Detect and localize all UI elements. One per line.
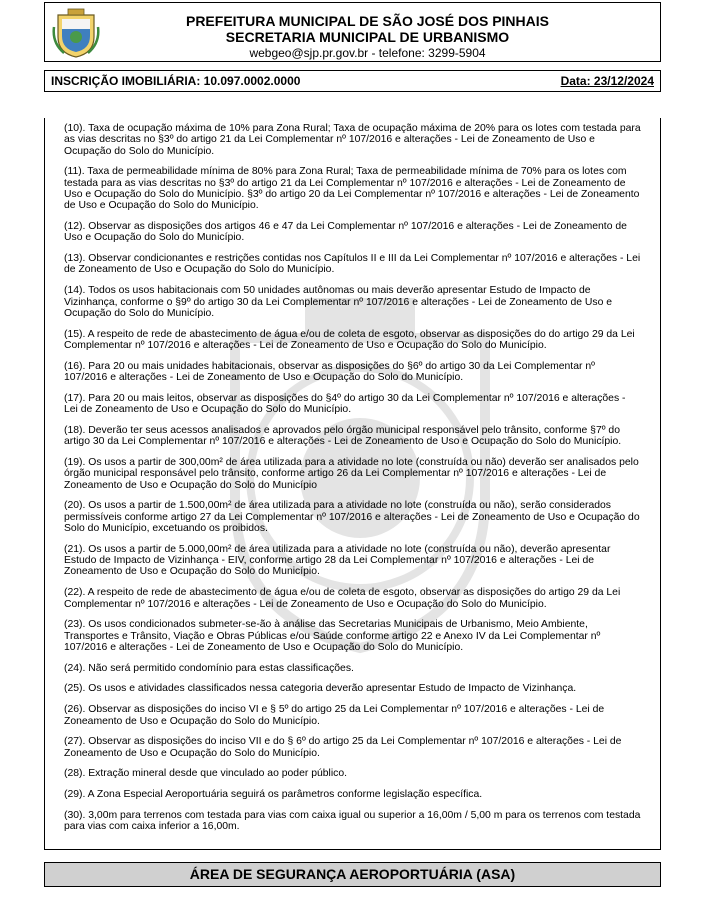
note-item: (15). A respeito de rede de abastecimento de água e/ou de coleta de esgoto, observar as disposições do do artigo 29 da Lei Complementar nº 107/2016 e alterações - Lei de Zoneamento de Uso e Ocupação do Solo do Município. <box>64 328 635 351</box>
note-item: (10). Taxa de ocupação máxima de 10% para Zona Rural; Taxa de ocupação máxima de 20% para os lotes com testada para as vias descritas no §3º do artigo 21 da Lei Complementar nº 107/2016 e alterações - Lei de Zoneamento de Uso e Ocupação do Solo do Município. <box>64 123 641 157</box>
note-item: (17). Para 20 ou mais leitos, observar as disposições do §4º do artigo 30 da Lei Complementar nº 107/2016 e alterações - Lei de Zoneamento de Uso e Ocupação do Solo do Município. <box>64 392 626 416</box>
note-item: (20). Os usos a partir de 1.500,00m² de área utilizada para a atividade no lote (construída ou não), serão considerados permissíveis conforme artigo 27 da Lei Complementar nº 107/2016 e alterações - Lei de Zoneamento de Uso e Ocupação do Solo do Município, excetuando os proibidos. <box>64 500 640 535</box>
document-date: Data: 23/12/2024 <box>560 74 654 88</box>
note-item: (19). Os usos a partir de 300,00m² de área utilizada para a atividade no lote (construída ou não) deverão ser analisados pelo órgão municipal responsável pelo trânsito, conforme artigo 26 da Lei Complementar nº 107/2016 e alterações - Lei de Zoneamento de Uso e Ocupação do Solo do Município <box>64 457 639 491</box>
notes-list <box>45 118 660 833</box>
note-item: (13). Observar condicionantes e restrições contidas nos Capítulos II e III da Lei Complementar nº 107/2016 e alterações - Lei de Zoneamento de Uso e Ocupação do Solo do Município. <box>64 253 641 276</box>
note-item: (23). Os usos condicionados submeter-se-ão à análise das Secretarias Municipais de Urbanismo, Meio Ambiente, Transportes e Trânsito, Viação e Obras Públicas e/ou Saúde conforme artigo 22 e Anexo IV da Lei Complementar nº 107/2016 e alterações - Lei de Zoneamento de Uso e Ocupação do Solo do Município. <box>64 619 601 653</box>
note-item: (27). Observar as disposições do inciso VII e do § 6º do artigo 25 da Lei Complementar nº 107/2016 e alterações - Lei de Zoneamento de Uso e Ocupação do Solo do Município. <box>64 736 622 759</box>
document-header <box>44 2 661 62</box>
inscricao-bar <box>44 70 661 92</box>
secretaria-title: SECRETARIA MUNICIPAL DE URBANISMO <box>225 29 510 45</box>
note-item: (14). Todos os usos habitacionais com 50 unidades autônomas ou mais deverão apresentar Estudo de Impacto de Vizinhança, conforme o §9º do artigo 30 da Lei Complementar nº 107/2016 e alterações - Lei de Zoneamento de Uso e Ocupação do Solo do Município. <box>64 285 613 319</box>
note-item: (26). Observar as disposições do inciso VI e § 5º do artigo 25 da Lei Complementar nº 107/2016 e alterações - Lei de Zoneamento de Uso e Ocupação do Solo do Município. <box>64 704 605 727</box>
note-item: (21). Os usos a partir de 5.000,00m² de área utilizada para a atividade no lote (construída ou não), deverão apresentar Estudo de Impacto de Vizinhança - EIV, conforme artigo 28 da Lei Complementar nº 107/2016 e alterações - Lei de Zoneamento de Uso e Ocupação do Solo do Município. <box>64 543 611 578</box>
note-item: (16). Para 20 ou mais unidades habitacionais, observar as disposições do §6º do artigo 30 da Lei Complementar nº 107/2016 e alterações - Lei de Zoneamento de Uso e Ocupação do Solo do Município. <box>64 360 595 384</box>
notes-panel <box>44 118 661 850</box>
note-item: (22). A respeito de rede de abastecimento de água e/ou de coleta de esgoto, observar as disposições do artigo 29 da Lei Complementar nº 107/2016 e alterações - Lei de Zoneamento de Uso e Ocupação do Solo do Município. <box>64 587 621 610</box>
note-item: (29). A Zona Especial Aeroportuária seguirá os parâmetros conforme legislação específica. <box>64 789 483 801</box>
note-item: (30). 3,00m para terrenos com testada para vias com caixa igual ou superior a 16,00m / 5,00 m para os terrenos com testada para vias com caixa inferior a 16,00m. <box>64 810 641 833</box>
note-item: (12). Observar as disposições dos artigos 46 e 47 da Lei Complementar nº 107/2016 e alterações - Lei de Zoneamento de Uso e Ocupação do Solo do Município. <box>64 221 627 244</box>
note-item: (28). Extração mineral desde que vinculado ao poder público. <box>64 768 348 780</box>
note-item: (24). Não será permitido condomínio para estas classificações. <box>64 662 354 674</box>
note-item: (18). Deverão ter seus acessos analisados e aprovados pelo órgão municipal responsável pelo trânsito, conforme §7º do artigo 30 da Lei Complementar nº 107/2016 e alterações - Lei de Zoneamento de Uso e Ocupação do Solo do Município. <box>64 424 622 448</box>
note-item: (11). Taxa de permeabilidade mínima de 80% para Zona Rural; Taxa de permeabilidade mínima de 70% para os lotes com testada para as vias descritas no §3º do artigo 21 da Lei Complementar nº 107/2016 e alterações - Lei de Zoneamento de Uso e Ocupação do Solo do Município. §3º do artigo 20 da Lei Complementar nº 107/2016 e alterações - Lei de Zoneamento de Uso e Ocupação do Solo do Município. <box>64 166 640 212</box>
prefeitura-title: PREFEITURA MUNICIPAL DE SÃO JOSÉ DOS PINHAIS <box>185 13 549 29</box>
contact-info: webgeo@sjp.pr.gov.br - telefone: 3299-5904 <box>249 46 486 60</box>
section-title-asa: ÁREA DE SEGURANÇA AEROPORTUÁRIA (ASA) <box>44 862 661 887</box>
inscricao-label: INSCRIÇÃO IMOBILIÁRIA: 10.097.0002.0000 <box>51 74 301 88</box>
note-item: (25). Os usos e atividades classificados nessa categoria deverão apresentar Estudo de Impacto de Vizinhança. <box>64 683 577 695</box>
